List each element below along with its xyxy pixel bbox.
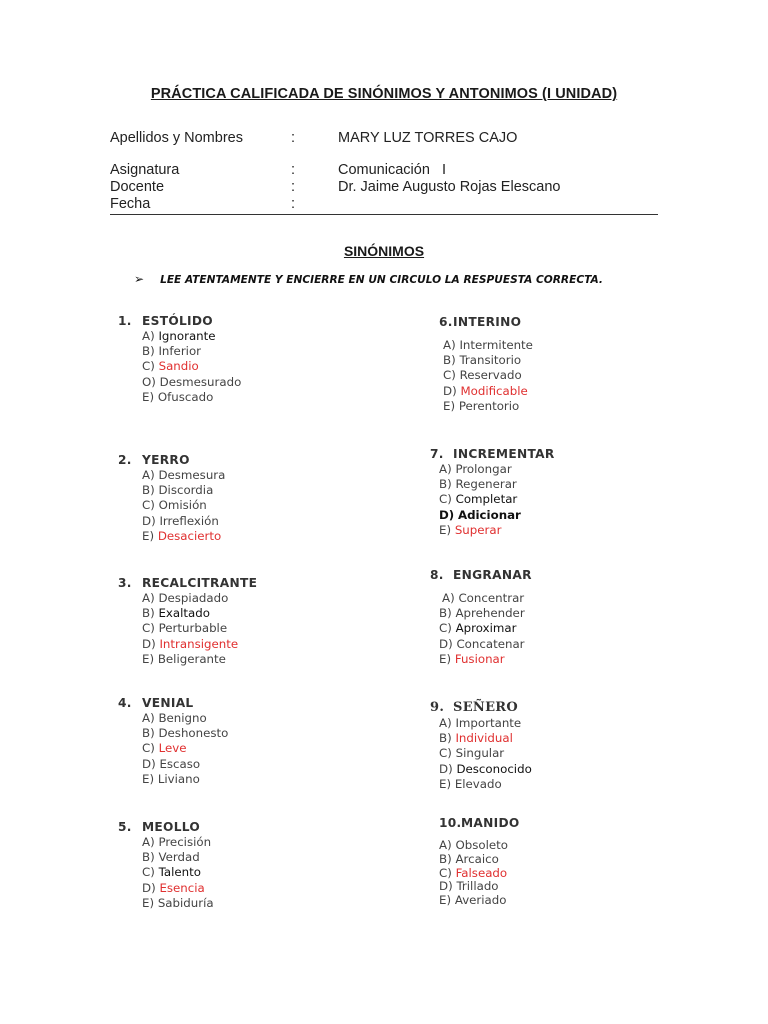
- option-a[interactable]: A) Intermitente: [443, 338, 533, 352]
- option-b[interactable]: B) Exaltado: [142, 606, 210, 621]
- question-number: 1.: [118, 314, 132, 328]
- option-e-answer[interactable]: E) Desacierto: [142, 528, 222, 543]
- option-a[interactable]: A) Precisión: [142, 835, 212, 849]
- option-d[interactable]: O) Desmesurado: [142, 374, 242, 389]
- option-d-answer[interactable]: D) Esencia: [142, 880, 205, 895]
- question-heading: [118, 820, 214, 834]
- question-heading: [430, 568, 532, 582]
- question-number: 4.: [118, 696, 132, 710]
- option-list: [118, 591, 257, 667]
- option-e[interactable]: E) Sabiduría: [142, 895, 214, 910]
- question-heading: [118, 314, 241, 328]
- option-d[interactable]: D) Concatenar: [439, 636, 525, 651]
- question-number: 6.: [439, 315, 453, 329]
- question-number: 5.: [118, 820, 132, 834]
- option-b[interactable]: B) Verdad: [142, 850, 200, 865]
- option-b[interactable]: B) Arcaico: [439, 851, 499, 866]
- option-d[interactable]: D) Trillado: [439, 879, 499, 894]
- option-b[interactable]: B) Deshonesto: [142, 726, 229, 741]
- question-1: [118, 314, 241, 405]
- question-number: 2.: [118, 453, 132, 467]
- option-c[interactable]: C) Singular: [439, 746, 505, 761]
- option-c[interactable]: C) Reservado: [443, 368, 522, 383]
- info-colon: :: [291, 179, 296, 195]
- option-list: [430, 716, 532, 792]
- question-heading: [118, 696, 228, 710]
- question-number: 10.: [439, 816, 462, 830]
- question-heading: [118, 453, 225, 467]
- option-c[interactable]: C) Aproximar: [439, 621, 517, 636]
- option-list: [118, 835, 214, 911]
- question-heading: [118, 576, 257, 590]
- info-value-teacher: Dr. Jaime Augusto Rojas Elescano: [338, 179, 561, 195]
- option-c-answer[interactable]: C) Falseado: [439, 865, 508, 880]
- info-colon: :: [291, 162, 296, 178]
- question-5: [118, 820, 214, 911]
- option-e[interactable]: E) Ofuscado: [142, 389, 214, 404]
- question-heading: [430, 447, 555, 461]
- option-a[interactable]: A) Desmesura: [142, 468, 226, 482]
- option-list: [430, 462, 555, 538]
- option-a[interactable]: A) Prolongar: [439, 462, 512, 476]
- option-d[interactable]: D) Irreflexión: [142, 513, 219, 528]
- option-b[interactable]: B) Transitorio: [443, 353, 522, 368]
- question-number: 9.: [430, 700, 445, 715]
- option-a[interactable]: A) Importante: [439, 716, 522, 730]
- info-value-name: MARY LUZ TORRES CAJO: [338, 130, 518, 146]
- option-e[interactable]: E) Beligerante: [142, 651, 226, 666]
- option-list: [439, 338, 533, 414]
- header-divider: [110, 214, 658, 215]
- question-word: ESTÓLIDO: [142, 314, 213, 328]
- option-b[interactable]: B) Aprehender: [439, 606, 525, 621]
- info-value-subject: Comunicación I: [338, 162, 446, 178]
- option-b-answer[interactable]: B) Individual: [439, 731, 513, 746]
- question-word: INCREMENTAR: [453, 447, 555, 461]
- option-list: [430, 591, 532, 667]
- option-e[interactable]: E) Perentorio: [443, 398, 520, 413]
- option-e[interactable]: E) Elevado: [439, 776, 502, 791]
- option-d-answer[interactable]: D) Intransigente: [142, 636, 239, 651]
- question-4: [118, 696, 228, 787]
- arrow-bullet-icon: ➢: [134, 272, 145, 286]
- question-word: RECALCITRANTE: [142, 576, 258, 590]
- question-word: VENIAL: [142, 696, 194, 710]
- option-list: [439, 839, 520, 908]
- section-title: SINÓNIMOS: [343, 243, 425, 259]
- option-c[interactable]: C) Omisión: [142, 498, 207, 513]
- option-list: [118, 468, 225, 544]
- option-a[interactable]: A) Benigno: [142, 711, 207, 725]
- page-title: PRÁCTICA CALIFICADA DE SINÓNIMOS Y ANTONIMOS (I UNIDAD): [150, 86, 618, 102]
- option-c-answer[interactable]: C) Sandio: [142, 359, 199, 374]
- question-word: INTERINO: [453, 315, 522, 329]
- option-b[interactable]: B) Inferior: [142, 344, 202, 359]
- question-7: [430, 447, 555, 538]
- question-heading: [430, 700, 532, 715]
- question-heading: [439, 315, 533, 329]
- option-a[interactable]: A) Obsoleto: [439, 838, 508, 852]
- option-d-answer[interactable]: D) Modificable: [443, 383, 528, 398]
- info-colon: :: [291, 196, 296, 212]
- instruction: [134, 272, 603, 286]
- option-c[interactable]: C) Perturbable: [142, 621, 228, 636]
- question-word: MANIDO: [461, 816, 520, 830]
- question-word: SEÑERO: [453, 700, 519, 715]
- info-label-teacher: Docente: [110, 179, 165, 195]
- info-label-date: Fecha: [110, 196, 151, 212]
- option-d[interactable]: D) Desconocido: [439, 761, 532, 776]
- option-a[interactable]: A) Despiadado: [142, 591, 229, 605]
- question-number: 8.: [430, 568, 444, 582]
- question-8: [430, 568, 532, 667]
- question-word: MEOLLO: [142, 820, 201, 834]
- info-label-subject: Asignatura: [110, 162, 180, 178]
- option-d[interactable]: D) Adicionar: [439, 507, 521, 522]
- question-2: [118, 453, 225, 544]
- question-3: [118, 576, 257, 667]
- option-c[interactable]: C) Talento: [142, 865, 201, 880]
- option-list: [118, 329, 241, 405]
- option-e[interactable]: E) Liviano: [142, 771, 200, 786]
- option-e-answer[interactable]: E) Fusionar: [439, 651, 505, 666]
- option-a[interactable]: A) Concentrar: [442, 591, 525, 605]
- option-b[interactable]: B) Discordia: [142, 483, 214, 498]
- question-word: ENGRANAR: [453, 568, 532, 582]
- option-c-answer[interactable]: C) Leve: [142, 741, 187, 756]
- option-e-answer[interactable]: E) Superar: [439, 522, 502, 537]
- instruction-text: LEE ATENTAMENTE Y ENCIERRE EN UN CIRCULO LA RESPUESTA CORRECTA.: [160, 274, 603, 286]
- option-d[interactable]: D) Escaso: [142, 756, 201, 771]
- option-e[interactable]: E) Averiado: [439, 893, 507, 908]
- info-label-name: Apellidos y Nombres: [110, 130, 243, 146]
- question-word: YERRO: [142, 453, 190, 467]
- question-6: [439, 315, 533, 414]
- option-c[interactable]: C) Completar: [439, 492, 518, 507]
- option-list: [118, 711, 228, 787]
- option-a[interactable]: A) Ignorante: [142, 329, 216, 343]
- question-heading: [439, 816, 520, 830]
- option-b[interactable]: B) Regenerar: [439, 477, 517, 492]
- question-10: [439, 816, 520, 908]
- info-colon: :: [291, 130, 296, 146]
- question-number: 7.: [430, 447, 444, 461]
- question-number: 3.: [118, 576, 132, 590]
- question-9: [430, 700, 532, 792]
